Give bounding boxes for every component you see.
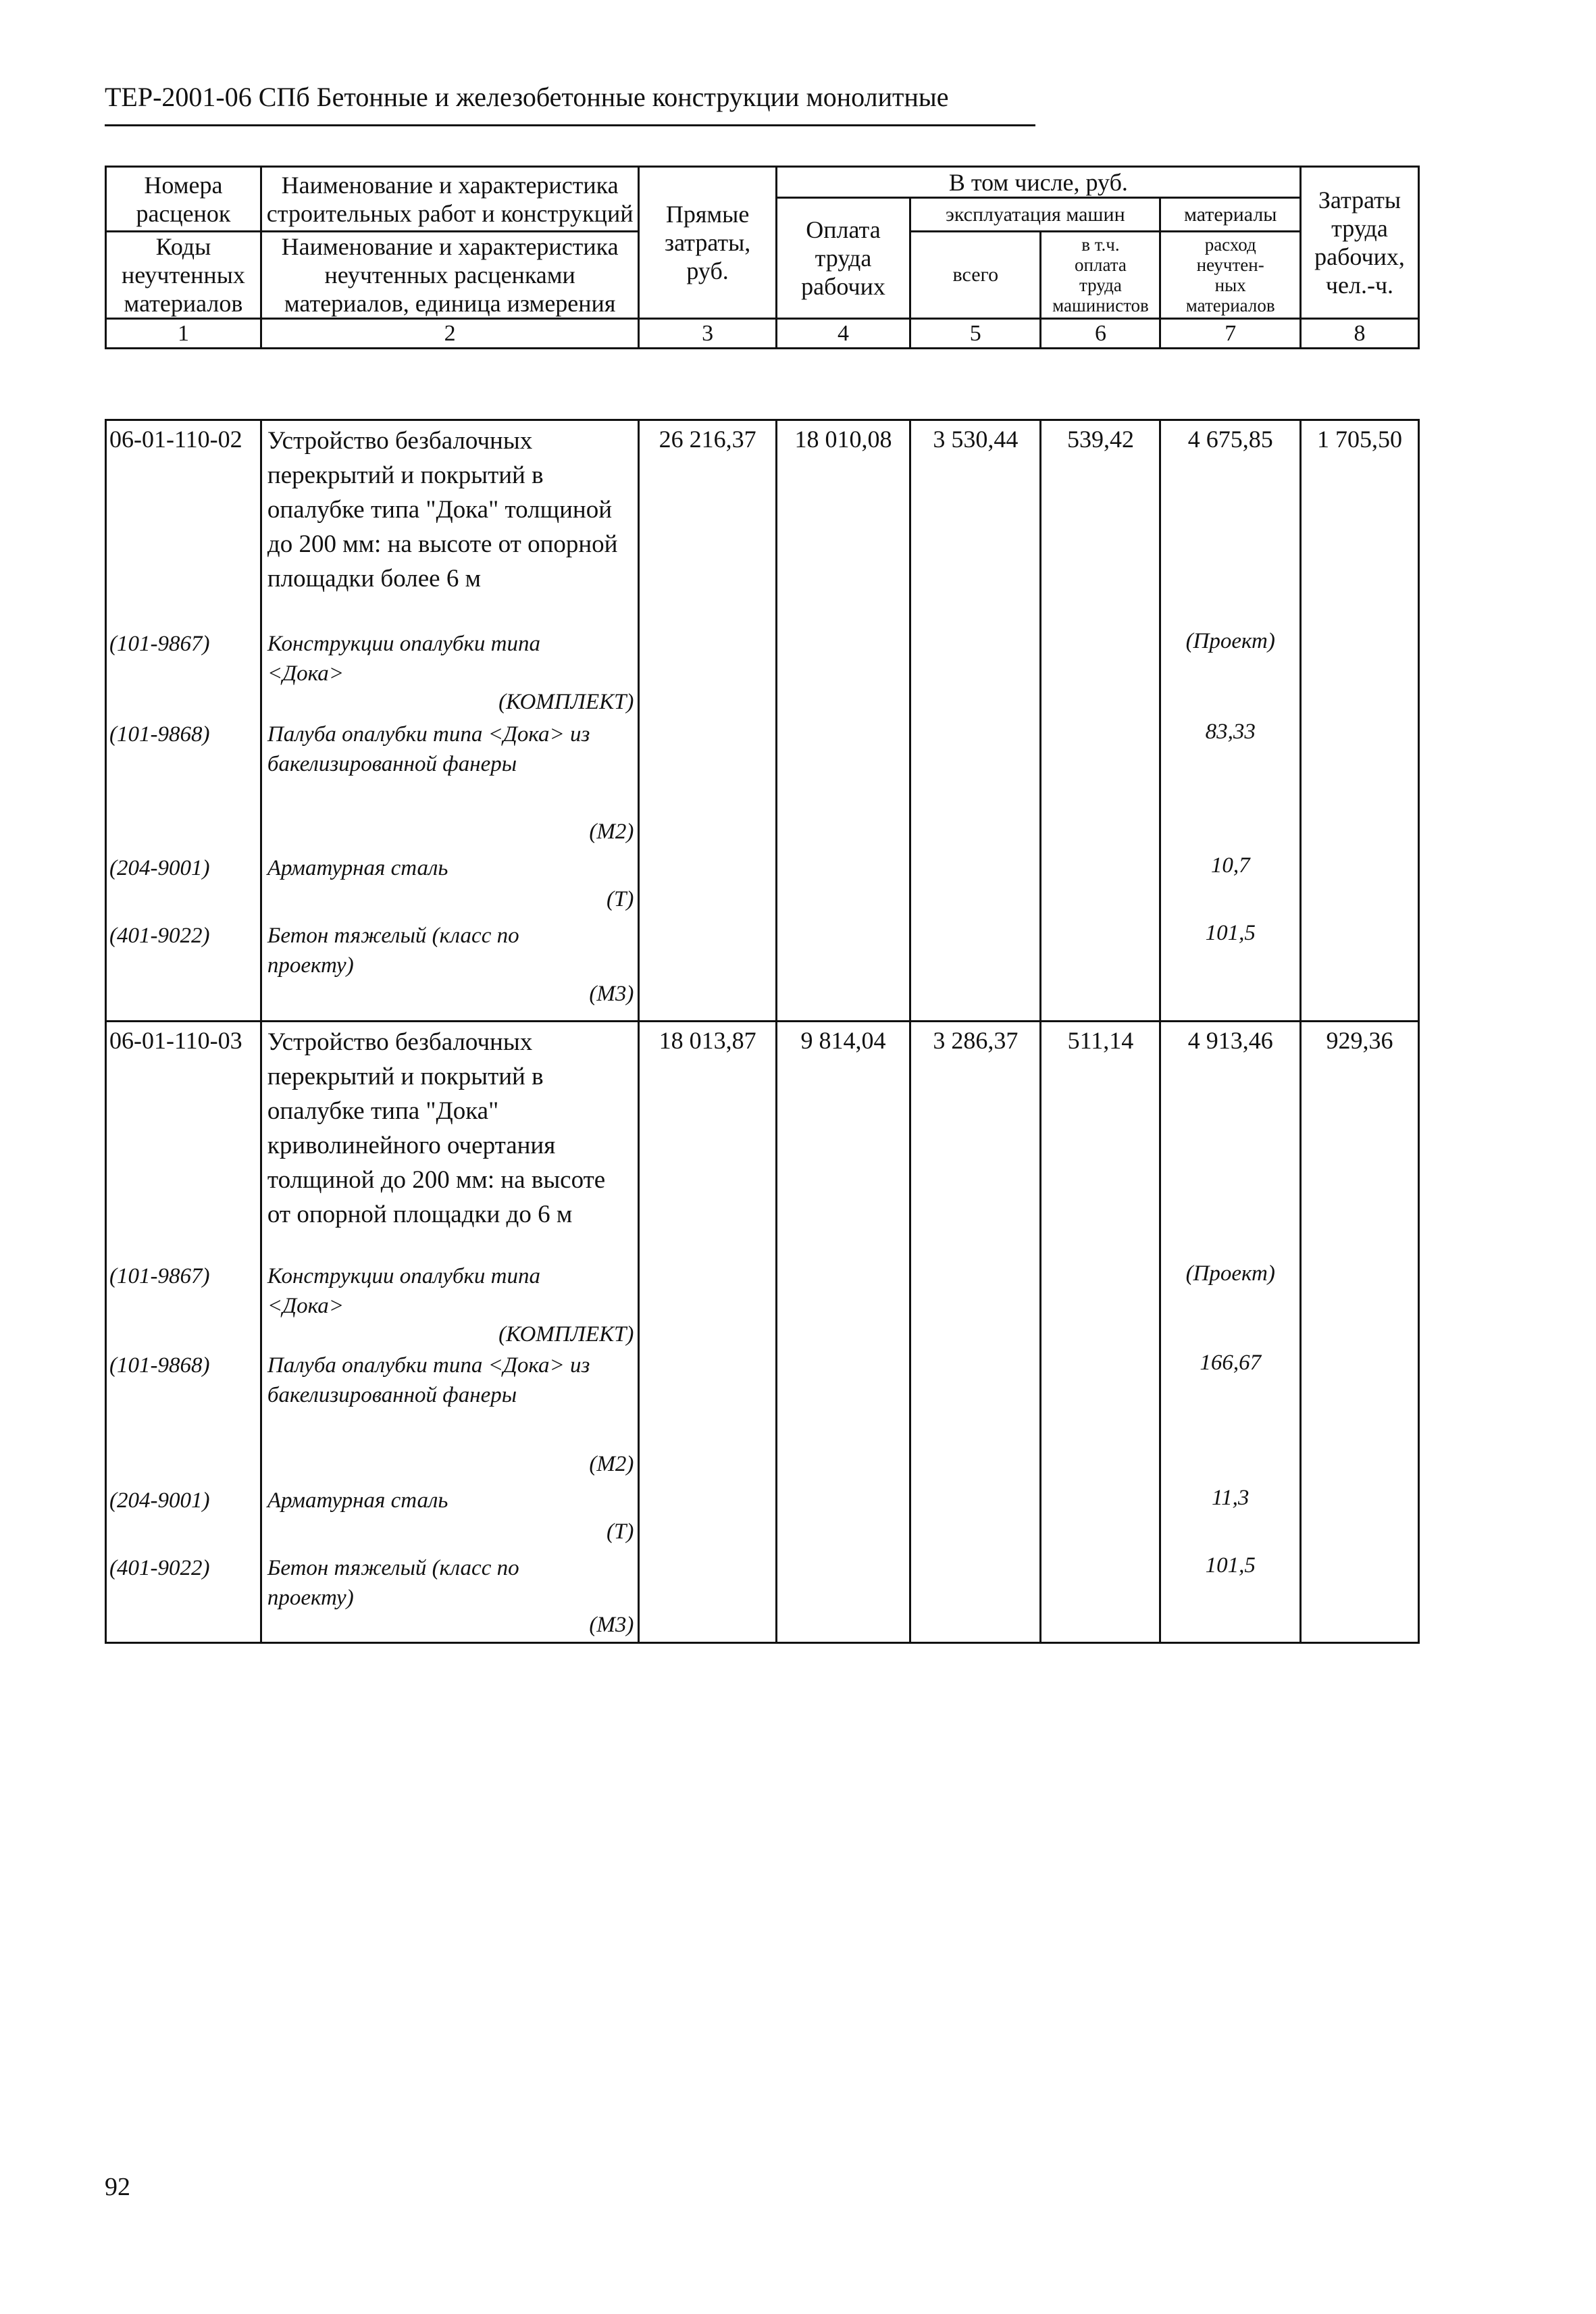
header-machines-total: всего xyxy=(910,232,1041,319)
header-missing-names: Наименование и характеристика неучтенных расценками материалов, единица измерения xyxy=(261,232,638,319)
machines-total-value: 3 530,44 xyxy=(933,426,1019,453)
header-work-name: Наименование и характеристика строительных работ и конструкций xyxy=(261,167,638,232)
column-number: 6 xyxy=(1041,319,1160,349)
material-name: <Дока> xyxy=(267,1294,344,1318)
labor-pay-value: 9 814,04 xyxy=(800,1027,886,1054)
material-unit: (М2) xyxy=(589,1452,634,1476)
material-unit: (Т) xyxy=(607,1519,634,1544)
column-number: 2 xyxy=(261,319,638,349)
column-number: 8 xyxy=(1300,319,1418,349)
title-underline xyxy=(105,124,1035,126)
material-quantity: 166,67 xyxy=(1200,1351,1262,1375)
material-name: Палуба опалубки типа <Дока> из xyxy=(267,722,590,747)
work-description: Устройство безбалочных перекрытий и покрытий в опалубке типа "Дока" криволинейного очертания толщиной до 200 мм: на высоте от опорной площадки до 6 м xyxy=(267,1028,606,1228)
material-unit: (КОМПЛЕКТ) xyxy=(498,690,634,714)
labor-hours-value: 929,36 xyxy=(1326,1027,1393,1054)
material-name: проекту) xyxy=(267,953,354,978)
column-numbers-row xyxy=(106,319,1419,349)
material-code: (101-9868) xyxy=(109,1353,210,1378)
direct-costs-value: 26 216,37 xyxy=(659,426,756,453)
material-name: проекту) xyxy=(267,1586,354,1610)
header-materials: материалы xyxy=(1160,198,1301,232)
material-name: Палуба опалубки типа <Дока> из xyxy=(267,1353,590,1378)
material-quantity: 83,33 xyxy=(1205,720,1256,744)
material-code: (401-9022) xyxy=(109,924,210,948)
material-name: Арматурная сталь xyxy=(267,1488,448,1513)
material-quantity: 101,5 xyxy=(1205,1553,1256,1578)
material-unit: (М3) xyxy=(589,982,634,1006)
machinist-pay-value: 539,42 xyxy=(1066,426,1134,453)
labor-pay-value: 18 010,08 xyxy=(794,426,892,453)
material-name: бакелизированной фанеры xyxy=(267,752,517,776)
column-number: 3 xyxy=(639,319,776,349)
page-number: 92 xyxy=(105,2173,130,2201)
material-name: Бетон тяжелый (класс по xyxy=(267,1556,519,1580)
rates-table xyxy=(105,419,1420,1644)
header-machines: эксплуатация машин xyxy=(910,198,1160,232)
material-code: (401-9022) xyxy=(109,1556,210,1580)
material-name: Бетон тяжелый (класс по xyxy=(267,924,519,948)
column-number: 7 xyxy=(1160,319,1301,349)
table-row xyxy=(106,420,1419,1022)
rate-code: 06-01-110-03 xyxy=(109,1027,242,1054)
header-direct-costs: Прямые затраты, руб. xyxy=(639,167,776,319)
material-code: (101-9868) xyxy=(109,722,210,747)
material-name: бакелизированной фанеры xyxy=(267,1383,517,1407)
materials-value: 4 675,85 xyxy=(1187,426,1273,453)
machines-total-value: 3 286,37 xyxy=(933,1027,1019,1054)
header-rate-numbers: Номера расценок xyxy=(106,167,261,232)
header-machinist-pay: в т.ч. оплата труда машинистов xyxy=(1041,232,1160,319)
column-number: 5 xyxy=(910,319,1041,349)
material-unit: (КОМПЛЕКТ) xyxy=(498,1322,634,1347)
material-code: (101-9867) xyxy=(109,1264,210,1288)
column-number: 1 xyxy=(106,319,261,349)
header-material-usage: расход неучтен- ных материалов xyxy=(1160,232,1301,319)
direct-costs-value: 18 013,87 xyxy=(659,1027,756,1054)
table-row xyxy=(106,1022,1419,1643)
material-quantity: 11,3 xyxy=(1212,1486,1250,1510)
material-code: (101-9867) xyxy=(109,632,210,656)
table-header xyxy=(105,166,1420,349)
material-quantity: 10,7 xyxy=(1210,853,1250,878)
material-unit: (М3) xyxy=(589,1613,634,1637)
material-quantity: 101,5 xyxy=(1205,921,1256,945)
material-code: (204-9001) xyxy=(109,1488,210,1513)
material-unit: (Т) xyxy=(607,887,634,911)
rate-code: 06-01-110-02 xyxy=(109,426,242,453)
material-name: Арматурная сталь xyxy=(267,856,448,880)
material-name: Конструкции опалубки типа xyxy=(267,632,541,656)
material-name: <Дока> xyxy=(267,661,344,686)
material-code: (204-9001) xyxy=(109,856,210,880)
document-title: ТЕР-2001-06 СПб Бетонные и железобетонные конструкции монолитные xyxy=(105,82,949,112)
header-labor-hours: Затраты труда рабочих, чел.-ч. xyxy=(1300,167,1418,319)
header-missing-codes: Коды неучтенных материалов xyxy=(106,232,261,319)
material-quantity: (Проект) xyxy=(1185,629,1275,653)
header-including-group: В том числе, руб. xyxy=(776,167,1300,198)
material-quantity: (Проект) xyxy=(1185,1261,1275,1286)
materials-value: 4 913,46 xyxy=(1187,1027,1273,1054)
machinist-pay-value: 511,14 xyxy=(1067,1027,1134,1054)
labor-hours-value: 1 705,50 xyxy=(1316,426,1402,453)
column-number: 4 xyxy=(776,319,910,349)
material-unit: (М2) xyxy=(589,820,634,844)
material-name: Конструкции опалубки типа xyxy=(267,1264,541,1288)
work-description: Устройство безбалочных перекрытий и покрытий в опалубке типа "Дока" толщиной до 200 мм: на высоте от опорной площадки более 6 м xyxy=(267,427,618,593)
header-labor-pay: Оплата труда рабочих xyxy=(776,198,910,319)
